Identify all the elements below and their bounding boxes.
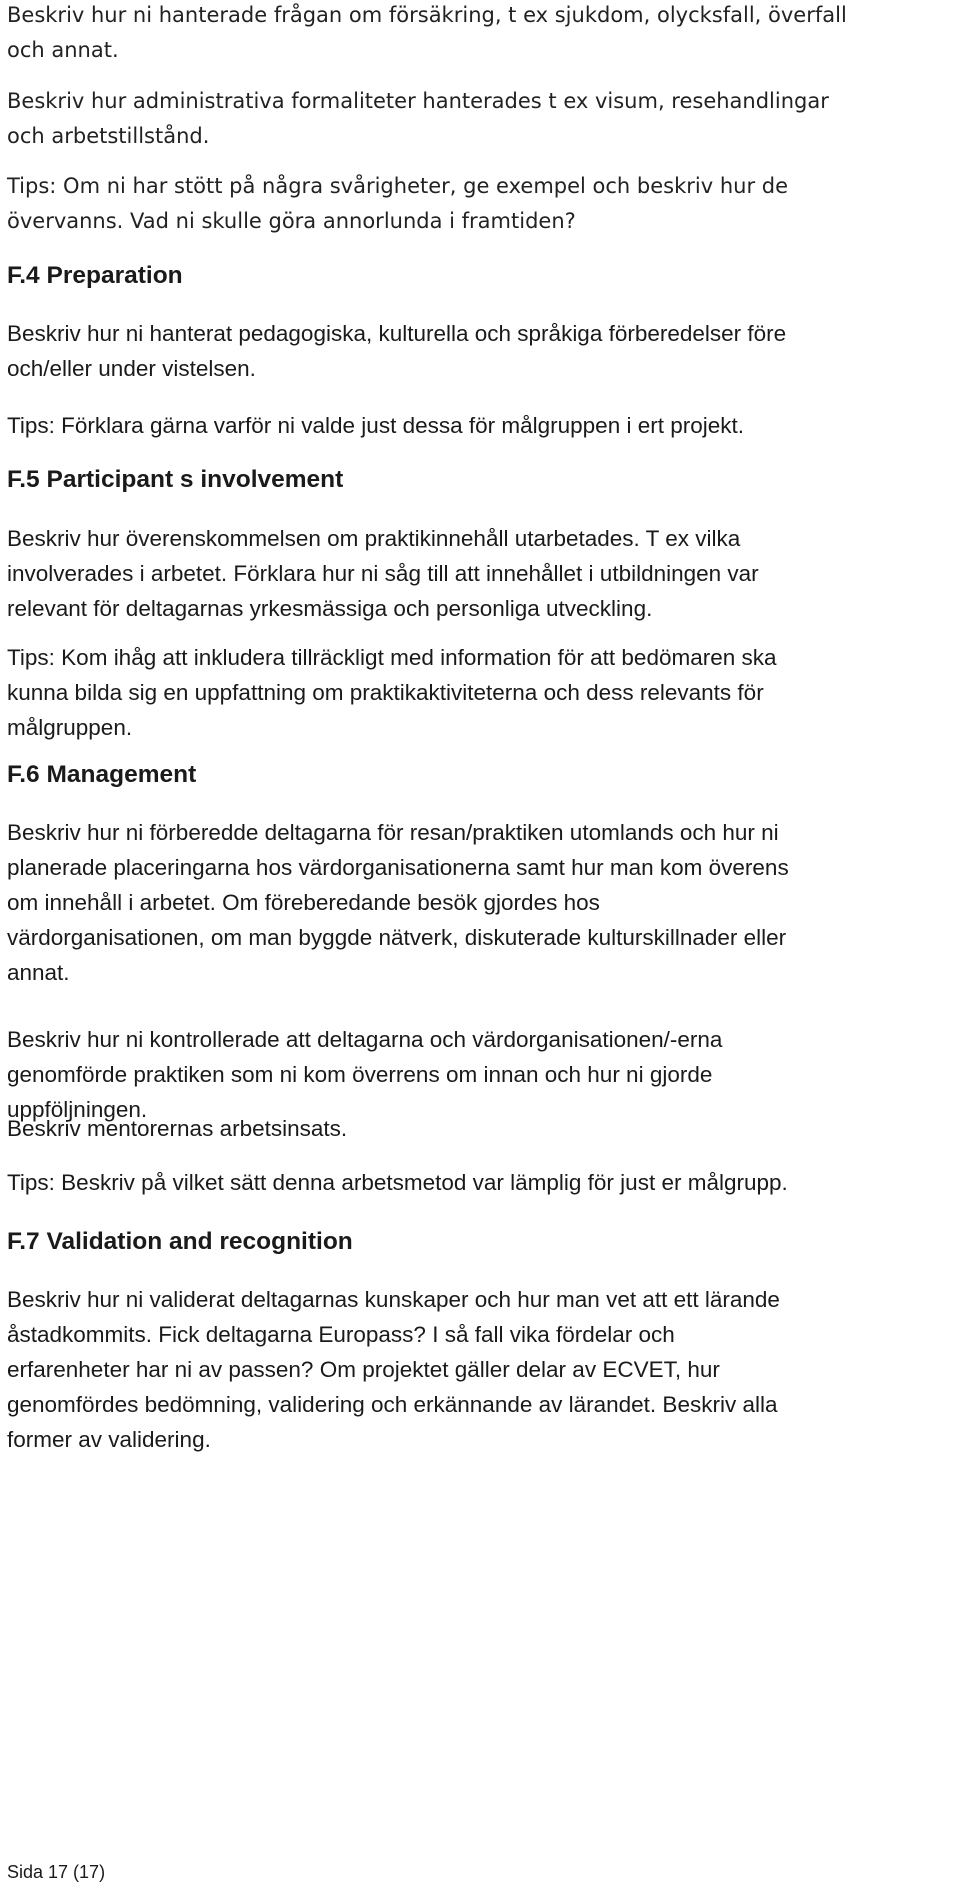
paragraph-f4-preparations: Beskriv hur ni hanterat pedagogiska, kulturella och språkiga förberedelser före och/eller under vistelsen.	[7, 321, 787, 381]
paragraph-f5-tips: Tips: Kom ihåg att inkludera tillräckligt med information för att bedömaren ska kunna bilda sig en uppfattning om praktikaktiviteterna och dess relevants för målgruppen.	[7, 645, 777, 740]
page-number-footer: Sida 17 (17)	[7, 1862, 106, 1882]
paragraph-f6-preparation: Beskriv hur ni förberedde deltagarna för resan/praktiken utomlands och hur ni planerade placeringarna hos värdorganisationerna samt hur man kom överens om innehåll i arbetet. Om föreberedande besök gjordes hos värdorganisationen, om man byggde nätverk, diskuterade kulturskillnader eller annat.	[7, 820, 789, 985]
paragraph-f4-tips: Tips: Förklara gärna varför ni valde just dessa för målgruppen i ert projekt.	[7, 413, 744, 438]
paragraph-f6-tips: Tips: Beskriv på vilket sätt denna arbetsmetod var lämplig för just er målgrupp.	[7, 1170, 788, 1195]
paragraph-f6-follow-up: Beskriv hur ni kontrollerade att deltagarna och värdorganisationen/-erna genomförde praktiken som ni kom överrens om innan och hur ni gjorde uppföljningen.	[7, 1027, 723, 1122]
paragraph-f6-mentors: Beskriv mentorernas arbetsinsats.	[7, 1116, 348, 1141]
paragraph-insurance: Beskriv hur ni hanterade frågan om försäkring, t ex sjukdom, olycksfall, överfall och annat.	[7, 3, 847, 62]
paragraph-f5-agreement: Beskriv hur överenskommelsen om praktikinnehåll utarbetades. T ex vilka involverades i arbetet. Förklara hur ni såg till att innehållet i utbildningen var relevant för deltagarnas yrkesmässiga och personliga utveckling.	[7, 526, 759, 621]
heading-f4-preparation: F.4 Preparation	[7, 262, 183, 289]
heading-f6-management: F.6 Management	[7, 761, 197, 788]
paragraph-administrative-formalities: Beskriv hur administrativa formaliteter hanterades t ex visum, resehandlingar och arbetstillstånd.	[7, 89, 829, 148]
heading-f5-participant-involvement: F.5 Participant s involvement	[7, 466, 344, 493]
heading-f7-validation: F.7 Validation and recognition	[7, 1228, 353, 1255]
paragraph-f7-validation: Beskriv hur ni validerat deltagarnas kunskaper och hur man vet att ett lärande åstadkommits. Fick deltagarna Europass? I så fall vika fördelar och erfarenheter har ni av passen? Om projektet gäller delar av ECVET, hur genomfördes bedömning, validering och erkännande av lärandet. Beskriv alla former av validering.	[7, 1287, 780, 1452]
paragraph-tips-difficulties: Tips: Om ni har stött på några svårigheter, ge exempel och beskriv hur de övervanns. Vad ni skulle göra annorlunda i framtiden?	[7, 174, 789, 233]
